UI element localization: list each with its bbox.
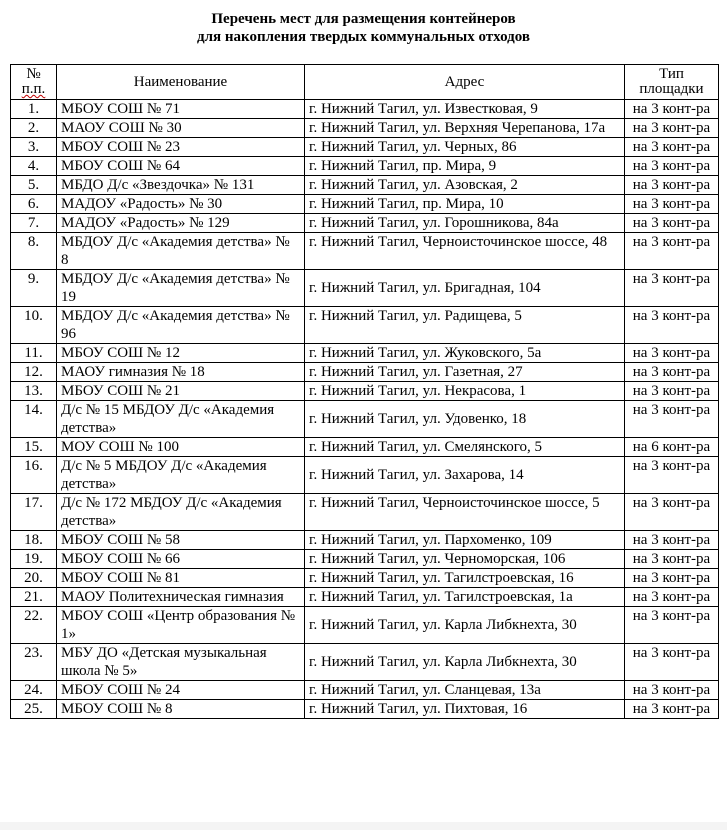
row-name: МАОУ гимназия № 18 <box>57 363 305 382</box>
row-name: МБОУ СОШ № 12 <box>57 344 305 363</box>
row-number: 13. <box>11 382 57 401</box>
table-row <box>11 494 719 531</box>
row-number: 14. <box>11 401 57 438</box>
row-name: МАОУ СОШ № 30 <box>57 119 305 138</box>
row-address: г. Нижний Тагил, пр. Мира, 10 <box>305 195 625 214</box>
row-number: 19. <box>11 550 57 569</box>
row-name: МБДОУ Д/с «Академия детства» № 96 <box>57 307 305 344</box>
row-number: 18. <box>11 531 57 550</box>
table-body <box>11 100 719 719</box>
row-number: 8. <box>11 233 57 270</box>
row-name: МБОУ СОШ № 8 <box>57 700 305 719</box>
table-row <box>11 700 719 719</box>
title-line-2: для накопления твердых коммунальных отходов <box>197 29 530 45</box>
row-type: на 3 конт-ра <box>625 382 719 401</box>
row-address: г. Нижний Тагил, ул. Бригадная, 104 <box>305 270 625 307</box>
row-number: 9. <box>11 270 57 307</box>
row-name: МБОУ СОШ № 24 <box>57 681 305 700</box>
row-number: 6. <box>11 195 57 214</box>
header-type-line-2: площадки <box>639 81 704 97</box>
row-type: на 3 конт-ра <box>625 550 719 569</box>
row-name: Д/с № 5 МБДОУ Д/с «Академия детства» <box>57 457 305 494</box>
table-row <box>11 681 719 700</box>
table-row <box>11 100 719 119</box>
row-address: г. Нижний Тагил, ул. Тагилстроевская, 16 <box>305 569 625 588</box>
table-header-row <box>11 65 719 100</box>
page-bottom-edge <box>0 822 727 830</box>
table-row <box>11 157 719 176</box>
row-address: г. Нижний Тагил, ул. Жуковского, 5а <box>305 344 625 363</box>
table-row <box>11 233 719 270</box>
row-type: на 3 конт-ра <box>625 494 719 531</box>
table-row <box>11 214 719 233</box>
row-name: Д/с № 172 МБДОУ Д/с «Академия детства» <box>57 494 305 531</box>
row-type: на 3 конт-ра <box>625 214 719 233</box>
table-row <box>11 138 719 157</box>
row-address: г. Нижний Тагил, ул. Удовенко, 18 <box>305 401 625 438</box>
row-name: МБОУ СОШ № 23 <box>57 138 305 157</box>
table-row <box>11 363 719 382</box>
table-row <box>11 382 719 401</box>
row-number: 4. <box>11 157 57 176</box>
row-type: на 3 конт-ра <box>625 270 719 307</box>
row-name: МБОУ СОШ № 21 <box>57 382 305 401</box>
table-row <box>11 569 719 588</box>
row-number: 3. <box>11 138 57 157</box>
row-address: г. Нижний Тагил, Черноисточинское шоссе, 48 <box>305 233 625 270</box>
table-row <box>11 270 719 307</box>
row-type: на 3 конт-ра <box>625 588 719 607</box>
row-type: на 3 конт-ра <box>625 569 719 588</box>
row-number: 25. <box>11 700 57 719</box>
header-name: Наименование <box>57 65 305 100</box>
row-address: г. Нижний Тагил, ул. Азовская, 2 <box>305 176 625 195</box>
row-address: г. Нижний Тагил, ул. Сланцевая, 13а <box>305 681 625 700</box>
row-name: МАДОУ «Радость» № 129 <box>57 214 305 233</box>
row-type: на 3 конт-ра <box>625 307 719 344</box>
row-number: 24. <box>11 681 57 700</box>
row-address: г. Нижний Тагил, ул. Пихтовая, 16 <box>305 700 625 719</box>
document-title <box>0 10 727 46</box>
row-type: на 3 конт-ра <box>625 607 719 644</box>
table-row <box>11 531 719 550</box>
row-number: 10. <box>11 307 57 344</box>
table-row <box>11 457 719 494</box>
row-number: 5. <box>11 176 57 195</box>
header-number <box>11 65 57 100</box>
row-address: г. Нижний Тагил, ул. Карла Либкнехта, 30 <box>305 607 625 644</box>
row-name: МБДОУ Д/с «Академия детства» № 8 <box>57 233 305 270</box>
row-type: на 3 конт-ра <box>625 401 719 438</box>
row-type: на 6 конт-ра <box>625 438 719 457</box>
row-address: г. Нижний Тагил, ул. Газетная, 27 <box>305 363 625 382</box>
row-type: на 3 конт-ра <box>625 233 719 270</box>
row-type: на 3 конт-ра <box>625 363 719 382</box>
row-address: г. Нижний Тагил, ул. Тагилстроевская, 1а <box>305 588 625 607</box>
row-address: г. Нижний Тагил, ул. Некрасова, 1 <box>305 382 625 401</box>
row-type: на 3 конт-ра <box>625 681 719 700</box>
row-name: МАДОУ «Радость» № 30 <box>57 195 305 214</box>
table-row <box>11 401 719 438</box>
title-line-1: Перечень мест для размещения контейнеров <box>211 11 516 27</box>
row-number: 1. <box>11 100 57 119</box>
row-name: МБДО Д/с «Звездочка» № 131 <box>57 176 305 195</box>
row-number: 23. <box>11 644 57 681</box>
row-type: на 3 конт-ра <box>625 157 719 176</box>
row-address: г. Нижний Тагил, ул. Карла Либкнехта, 30 <box>305 644 625 681</box>
row-name: МБОУ СОШ № 64 <box>57 157 305 176</box>
row-type: на 3 конт-ра <box>625 100 719 119</box>
row-name: МБУ ДО «Детская музыкальная школа № 5» <box>57 644 305 681</box>
table-row <box>11 550 719 569</box>
row-number: 11. <box>11 344 57 363</box>
row-type: на 3 конт-ра <box>625 344 719 363</box>
row-address: г. Нижний Тагил, ул. Известковая, 9 <box>305 100 625 119</box>
table-row <box>11 119 719 138</box>
row-address: г. Нижний Тагил, Черноисточинское шоссе, 5 <box>305 494 625 531</box>
row-type: на 3 конт-ра <box>625 195 719 214</box>
row-address: г. Нижний Тагил, пр. Мира, 9 <box>305 157 625 176</box>
row-name: МБДОУ Д/с «Академия детства» № 19 <box>57 270 305 307</box>
header-number-pp: п.п. <box>21 81 46 97</box>
header-number-symbol: № <box>26 66 41 82</box>
row-type: на 3 конт-ра <box>625 138 719 157</box>
row-name: МОУ СОШ № 100 <box>57 438 305 457</box>
table-row <box>11 344 719 363</box>
row-number: 22. <box>11 607 57 644</box>
row-number: 2. <box>11 119 57 138</box>
table-row <box>11 176 719 195</box>
row-type: на 3 конт-ра <box>625 644 719 681</box>
row-address: г. Нижний Тагил, ул. Черных, 86 <box>305 138 625 157</box>
row-number: 21. <box>11 588 57 607</box>
row-address: г. Нижний Тагил, ул. Горошникова, 84а <box>305 214 625 233</box>
table-row <box>11 607 719 644</box>
row-address: г. Нижний Тагил, ул. Захарова, 14 <box>305 457 625 494</box>
row-name: Д/с № 15 МБДОУ Д/с «Академия детства» <box>57 401 305 438</box>
row-number: 20. <box>11 569 57 588</box>
row-number: 7. <box>11 214 57 233</box>
row-type: на 3 конт-ра <box>625 457 719 494</box>
row-number: 15. <box>11 438 57 457</box>
row-name: МБОУ СОШ № 66 <box>57 550 305 569</box>
table-row <box>11 588 719 607</box>
row-name: МБОУ СОШ № 58 <box>57 531 305 550</box>
table-row <box>11 438 719 457</box>
row-address: г. Нижний Тагил, ул. Смелянского, 5 <box>305 438 625 457</box>
row-address: г. Нижний Тагил, ул. Черноморская, 106 <box>305 550 625 569</box>
row-number: 12. <box>11 363 57 382</box>
header-type-line-1: Тип <box>659 66 684 82</box>
row-number: 16. <box>11 457 57 494</box>
row-address: г. Нижний Тагил, ул. Пархоменко, 109 <box>305 531 625 550</box>
row-name: МБОУ СОШ № 71 <box>57 100 305 119</box>
row-address: г. Нижний Тагил, ул. Верхняя Черепанова, 17а <box>305 119 625 138</box>
row-name: МБОУ СОШ «Центр образования № 1» <box>57 607 305 644</box>
places-table <box>10 64 719 719</box>
row-type: на 3 конт-ра <box>625 700 719 719</box>
header-type <box>625 65 719 100</box>
row-name: МАОУ Политехническая гимназия <box>57 588 305 607</box>
header-address: Адрес <box>305 65 625 100</box>
row-type: на 3 конт-ра <box>625 531 719 550</box>
row-name: МБОУ СОШ № 81 <box>57 569 305 588</box>
table-row <box>11 644 719 681</box>
row-type: на 3 конт-ра <box>625 176 719 195</box>
table-row <box>11 307 719 344</box>
row-address: г. Нижний Тагил, ул. Радищева, 5 <box>305 307 625 344</box>
table-row <box>11 195 719 214</box>
row-number: 17. <box>11 494 57 531</box>
row-type: на 3 конт-ра <box>625 119 719 138</box>
